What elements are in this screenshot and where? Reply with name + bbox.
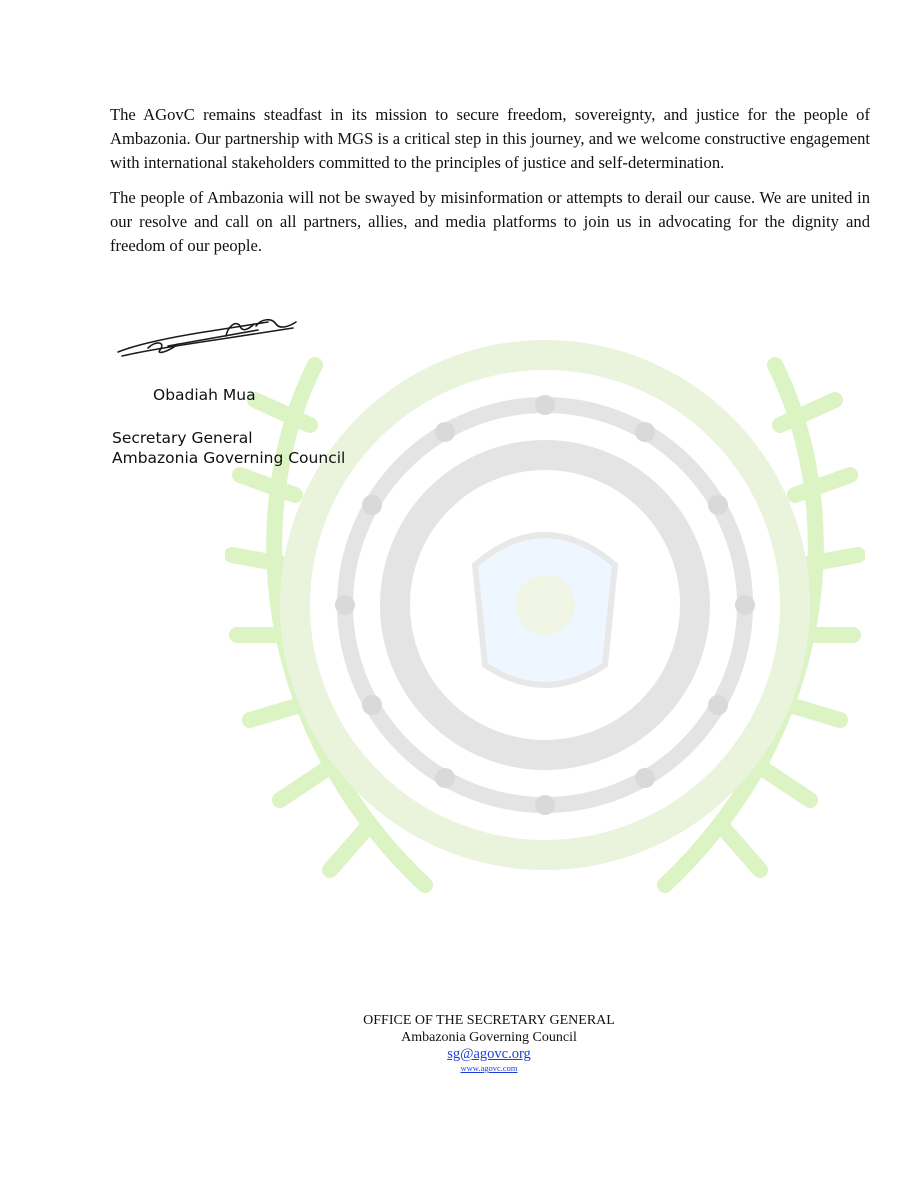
letter-footer xyxy=(330,1012,648,1074)
letter-body xyxy=(110,103,870,268)
signatory-organization: Ambazonia Governing Council xyxy=(112,449,346,467)
body-paragraph: The people of Ambazonia will not be swayed by misinformation or attempts to derail our cause. We are united in our resolve and call on all partners, allies, and media platforms to join us in advocating for the dignity and freedom of our people. xyxy=(110,187,870,256)
handwritten-signature xyxy=(108,300,308,365)
signatory-block xyxy=(112,428,345,468)
signatory-name: Obadiah Mua xyxy=(153,386,256,404)
signatory-title: Secretary General xyxy=(112,429,253,447)
footer-email-link[interactable]: sg@agovc.org xyxy=(447,1046,531,1062)
footer-office: OFFICE OF THE SECRETARY GENERAL xyxy=(363,1013,615,1028)
footer-website-link[interactable]: www.agovc.com xyxy=(460,1063,518,1073)
agovc-seal-watermark xyxy=(225,305,865,905)
seal-center-emblem xyxy=(475,535,615,685)
body-paragraph: The AGovC remains steadfast in its mission to secure freedom, sovereignty, and justice for the people of Ambazonia. Our partnership with MGS is a critical step in this journey, and we welcome constructive engagement with international stakeholders committed to the principles of justice and self-determination. xyxy=(110,105,870,173)
footer-organization: Ambazonia Governing Council xyxy=(401,1030,577,1045)
